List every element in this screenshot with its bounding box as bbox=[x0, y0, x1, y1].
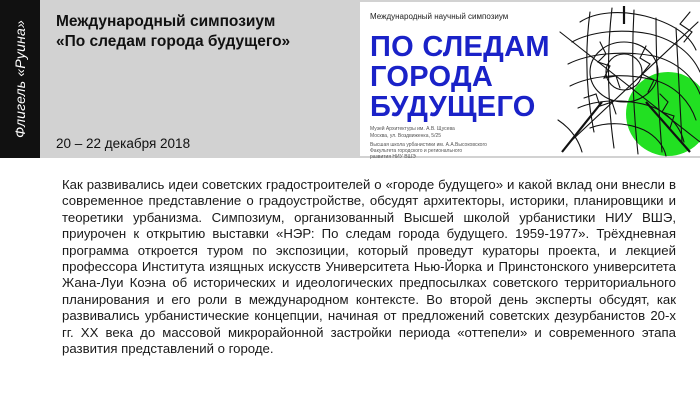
poster-title-line1: ПО СЛЕДАМ bbox=[370, 31, 550, 63]
poster-museum-info bbox=[370, 126, 455, 139]
poster-title-line2: ГОРОДА bbox=[370, 61, 494, 93]
poster-school-line3: развития НИУ ВШЭ bbox=[370, 154, 416, 160]
event-title-line1: Международный симпозиум bbox=[56, 13, 276, 30]
city-map-illustration bbox=[550, 2, 700, 156]
event-dates: 20 – 22 декабря 2018 bbox=[56, 136, 191, 151]
poster-museum-line2: Москва, ул. Воздвиженка, 5/25 bbox=[370, 132, 442, 139]
poster-subtitle: Международный научный симпозиум bbox=[370, 12, 509, 21]
event-poster bbox=[360, 2, 700, 160]
poster-museum-line1: Музей Архитектуры им. А.В. Щусева bbox=[370, 126, 455, 132]
poster-title-line3: БУДУЩЕГО bbox=[370, 91, 536, 123]
event-description: Как развивались идеи советских градостроителей о «городе будущего» и какой вклад они внесли в современное представление о градоустройстве, обсудят архитекторы, историки, планировщики и теоретики урбанизма. Симпозиум, организованный Высшей школой урбанистики НИУ ВШЭ, приурочен к открытию выставки «НЭР: По следам города будущего. 1959-1977». Трёхдневная программа откроется туром по экспозиции, который проведут кураторы проекта, и лекцией профессора Института изящных искусств Университета Нью-Йорка и Принстонского университета Жана-Луи Коэна об исторических и идеологических предпосылках советского территориального планирования и его роли в международном контексте. Во второй день эксперты обсудят, как развивались урбанистические концепции, начиная от предложений советских дезурбанистов 20-х гг. XX века до массовой микрорайонной застройки периода «оттепели» и современного этапа развития представлений о городе. bbox=[62, 177, 676, 357]
event-title-line2: «По следам города будущего» bbox=[56, 33, 291, 50]
venue-label-box bbox=[0, 0, 40, 158]
poster-school-info bbox=[370, 142, 487, 160]
event-title bbox=[56, 12, 356, 52]
poster-title bbox=[370, 32, 550, 122]
poster-school-line1: Высшая школа урбанистики им. А.А.Высоковского bbox=[370, 142, 487, 148]
venue-label: Флигель «Руина» bbox=[12, 20, 28, 138]
poster-school-line2: Факультета городского и регионального bbox=[370, 148, 463, 154]
